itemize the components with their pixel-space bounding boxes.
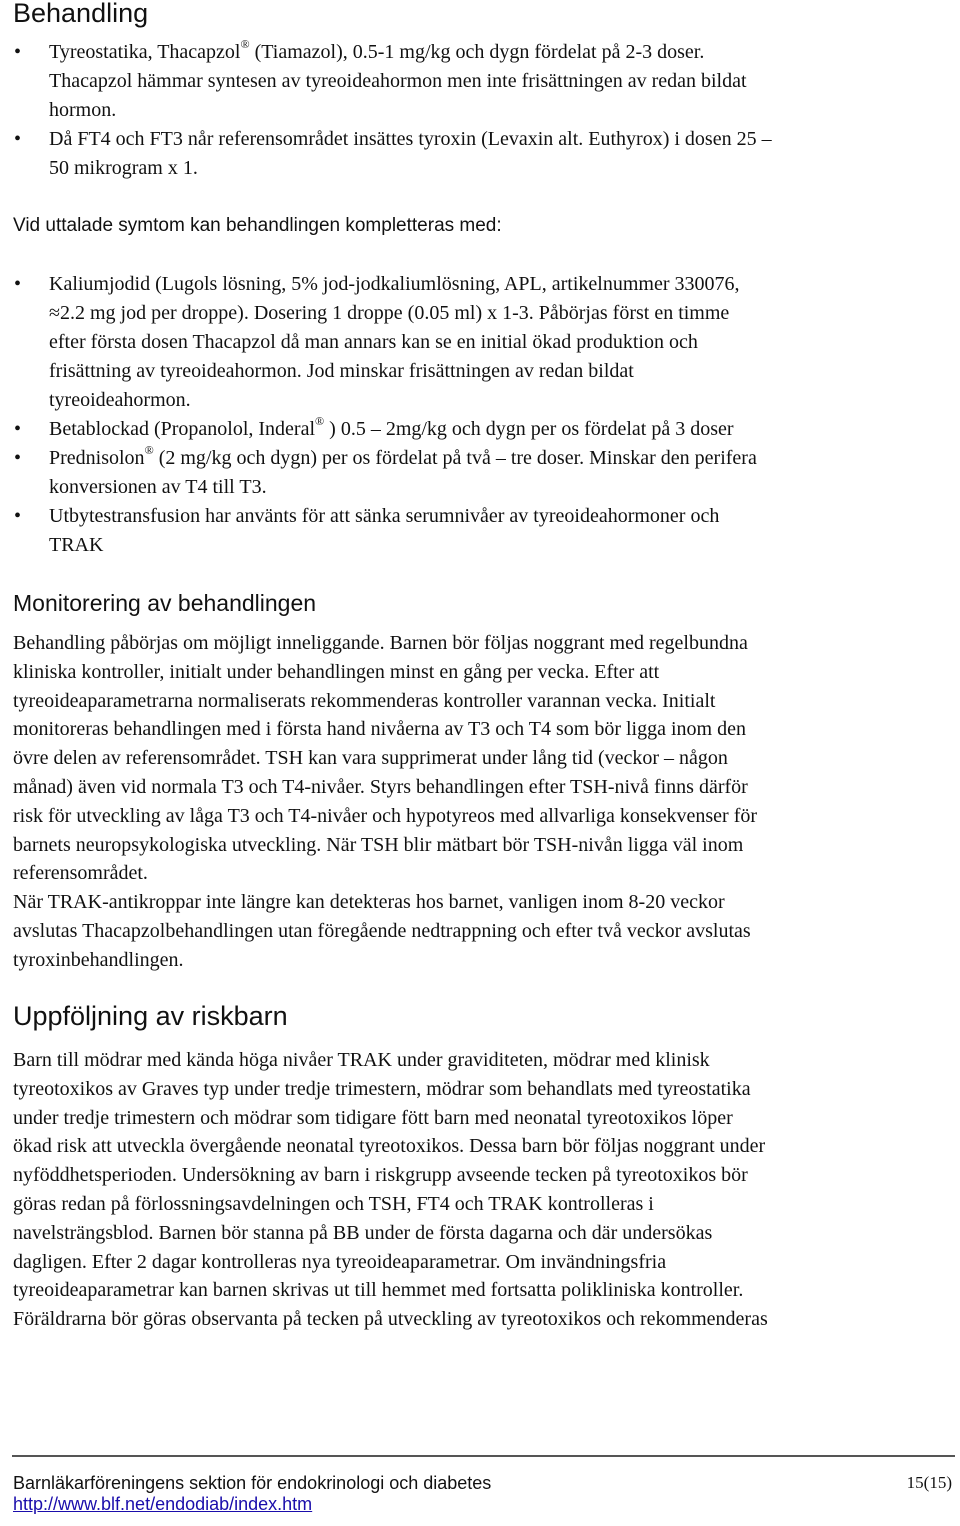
text-line: (2 mg/kg och dygn) per os fördelat på två – tre doser. Minskar den perifera [153,447,757,469]
text-line: Då FT4 och FT3 når referensområdet insättes tyroxin (Levaxin alt. Euthyrox) i dosen 25 – [49,128,772,150]
bullet-icon: • [14,418,22,440]
text-line: ökad risk att utveckla övergående neonatal tyreotoxikos. Dessa barn bör följas noggrant under [13,1135,766,1158]
list-item [14,125,944,183]
list-item [14,444,944,502]
text-line: göras redan på förlossningsavdelningen och TSH, FT4 och TRAK kontrolleras i [13,1192,654,1215]
text-line: Betablockad (Propanolol, Inderal [49,418,316,440]
text-line: tyreoideaparametrar kan barnen skrivas ut till hemmet med fortsatta polikliniska kontroller. [13,1279,744,1302]
text-line: navelsträngsblod. Barnen bör stanna på BB under de första dagarna och där undersökas [13,1221,713,1244]
registered-icon: ® [144,443,154,457]
text-line: månad) även vid normala T3 och T4-nivåer. Styrs behandlingen efter TSH-nivå finns därför [13,775,748,798]
text-line: kliniska kontroller, initialt under behandlingen minst en gång per vecka. Efter att [13,660,660,683]
treatment-list [14,38,944,183]
text-line: 50 mikrogram x 1. [49,157,198,179]
text-line: Kaliumjodid (Lugols lösning, 5% jod-jodkaliumlösning, APL, artikelnummer 330076, [49,273,740,295]
registered-icon: ® [240,37,250,51]
text-line: Utbytestransfusion har använts för att sänka serumnivåer av tyreoideahormoner och [49,505,720,527]
footer-link[interactable]: http://www.blf.net/endodiab/index.htm [13,1494,313,1514]
bullet-icon: • [14,128,22,150]
list-item [14,502,944,560]
text-line: barnets neuropsykologiska utveckling. När TSH blir mätbart bör TSH-nivån ligga väl inom [13,833,744,856]
text-line: dagligen. Efter 2 dagar kontrolleras nya tyreoideaparametrar. Om invändningsfria [13,1250,667,1273]
text-line: TRAK [49,534,104,556]
text-line: Barn till mödrar med kända höga nivåer TRAK under graviditeten, mödrar med klinisk [13,1049,710,1071]
text-line: efter första dosen Thacapzol då man annars kan se en initial ökad produktion och [49,331,698,353]
text-line: hormon. [49,99,117,121]
bullet-icon: • [14,447,22,469]
text-line: tyreoideaparametrarna normaliserats rekommenderas kontroller varannan vecka. Initialt [13,689,716,712]
text-line: under tredje trimestern och mödrar som tidigare fött barn med neonatal tyreotoxikos löper [13,1106,733,1129]
text-line: När TRAK-antikroppar inte längre kan detekteras hos barnet, vanligen inom 8-20 veckor [13,891,725,914]
subheading-supplement: Vid uttalade symtom kan behandlingen kompletteras med: [13,215,502,236]
text-line: Tyreostatika, Thacapzol [49,41,241,63]
text-line: (Tiamazol), 0.5-1 mg/kg och dygn fördelat på 2-3 doser. [249,41,705,63]
list-item [14,270,944,415]
text-line: Thacapzol hämmar syntesen av tyreoideahormon men inte frisättningen av redan bildat [49,70,747,92]
text-line: tyreoideahormon. [49,389,191,411]
supplement-list [14,270,944,560]
text-line: konversionen av T4 till T3. [49,476,267,498]
bullet-icon: • [14,505,22,527]
list-item [14,38,944,125]
bullet-icon: • [14,273,22,295]
text-line: avslutas Thacapzolbehandlingen utan föregående nedtrappning och efter två veckor avslutas [13,919,751,942]
section-title-behandling: Behandling [13,0,149,28]
footer-organization: Barnläkarföreningens sektion för endokrinologi och diabetes [13,1473,492,1493]
bullet-icon: • [14,41,22,63]
text-line: ) 0.5 – 2mg/kg och dygn per os fördelat på 3 doser [324,418,734,440]
footer-divider [12,1455,955,1457]
text-line: Behandling påbörjas om möjligt inneliggande. Barnen bör följas noggrant med regelbundna [13,632,748,654]
section-title-uppfoljning: Uppföljning av riskbarn [13,1001,288,1031]
list-item [14,415,944,444]
text-line: Prednisolon [49,447,145,469]
registered-icon: ® [315,414,325,428]
text-line: nyföddhetsperioden. Undersökning av barn i riskgrupp avseende tecken på tyreotoxikos bör [13,1164,748,1187]
monitoring-paragraph [13,629,948,975]
text-line: referensområdet. [13,862,148,885]
text-line: Föräldrarna bör göras observanta på tecken på utveckling av tyreotoxikos och rekommenderas [13,1308,768,1331]
text-line: tyroxinbehandlingen. [13,948,184,971]
text-line: frisättning av tyreoideahormon. Jod minskar frisättningen av redan bildat [49,360,634,382]
text-line: monitoreras behandlingen med i första hand nivåerna av T3 och T4 som bör ligga inom den [13,718,746,741]
followup-paragraph [13,1046,948,1334]
section-title-monitorering: Monitorering av behandlingen [13,590,317,616]
text-line: övre delen av referensområdet. TSH kan vara supprimerat under lång tid (veckor – någon [13,747,728,770]
page-number: 15(15) [906,1473,952,1492]
text-line: tyreotoxikos av Graves typ under tredje trimestern, mödrar som behandlats med tyreostatika [13,1077,751,1100]
text-line: ≈2.2 mg jod per droppe). Dosering 1 droppe (0.05 ml) x 1-3. Påbörjas först en timme [49,302,730,324]
text-line: risk för utveckling av låga T3 och T4-nivåer och hypotyreos med allvarliga konsekvenser för [13,804,758,827]
